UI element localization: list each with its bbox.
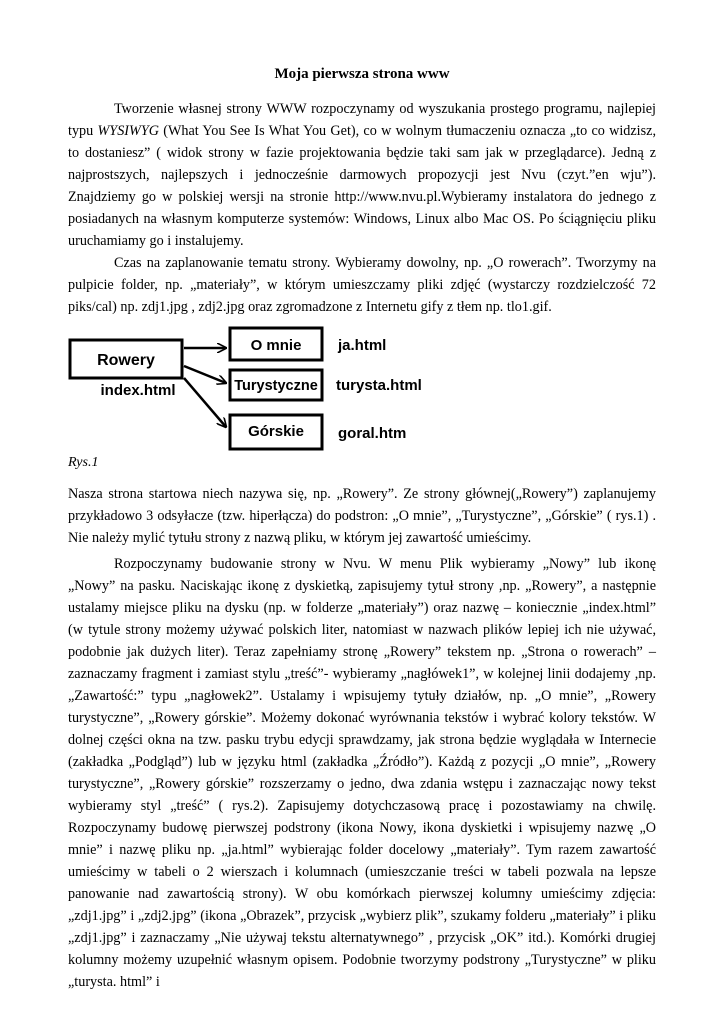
paragraph-intro: [68, 98, 656, 252]
o-mnie-label: O mnie: [250, 337, 302, 354]
site-structure-diagram: [62, 316, 422, 458]
link-arrow-gorskie: [184, 378, 226, 427]
paragraph-intro-text-rest: (What You See Is What You Get), co w wolnym tłumaczeniu oznacza „to co widzisz, to dostaniesz” ( widok strony w fazie projektowania będzie taki sam jak w przeglądarce). Jedną z najprostszych, najlepszych i jednocześnie darmowych propozycji jest Nvu (czyt.”en wju”). Znajdziemy go w polskiej wersji na stronie http://www.nvu.pl.Wybieramy instalatora do jednego z posiadanych na własnym komputerze systemów: Windows, Linux albo Mac OS. Po ściągnięciu pliku uruchamiamy go i instalujemy.: [68, 123, 656, 249]
gorskie-label: Górskie: [248, 423, 304, 440]
turysta-filename: turysta.html: [336, 377, 422, 394]
wysiwyg-term: WYSIWYG: [97, 123, 159, 139]
paragraph-planning: Czas na zaplanowanie tematu strony. Wybieramy dowolny, np. „O rowerach”. Tworzymy na pulpicie folder, np. „materiały”, w którym umieszczamy pliki zdjęć (wystarczy rozdzielczość 72 piks/cal) np. zdj1.jpg , zdj2.jpg oraz zgromadzone z Internetu gify z tłem np. tlo1.gif.: [68, 255, 656, 315]
turystyczne-label: Turystyczne: [234, 378, 318, 394]
page-title: Moja pierwsza strona www: [274, 66, 450, 82]
figure-caption: Rys.1: [68, 455, 99, 470]
rowery-label: Rowery: [97, 352, 155, 369]
goral-filename: goral.htm: [338, 425, 407, 442]
paragraph-homepage: Nasza strona startowa niech nazywa się, np. „Rowery”. Ze strony głównej(„Rowery”) zaplanujemy przykładowo 3 odsyłacze (tzw. hiperłącza) do podstron: „O mnie”, „Turystyczne”, „Górskie” ( rys.1) . Nie należy mylić tytułu strony z nazwą pliku, w którym jej zawartość umieścimy.: [68, 486, 656, 546]
paragraph-building: Rozpoczynamy budowanie strony w Nvu. W menu Plik wybieramy „Nowy” lub ikonę „Nowy” na pasku. Naciskając ikonę z dyskietką, zapisujemy tytuł strony ,np. „Rowery”, a następnie ustalamy miejsce pliku na dysku (np. w folderze „materiały”) oraz nazwę – koniecznie „index.html” (w tytule strony możemy używać polskich liter, natomiast w nazwach plików lepiej ich nie używać, podobnie jak dużych liter). Teraz zapełniamy stronę „Rowery” tekstem np. „Strona o rowerach” – zaznaczamy fragment i zamiast stylu „treść”- wybieramy „nagłówek1”, w kolejnej linii dodajemy ,np. „Zawartość:” typu „nagłowek2”. Ustalamy i wpisujemy tytuły działów, np. „O mnie”, „Rowery turystyczne”, „Rowery górskie”. Możemy dokonać wyrównania tekstów i wybrać kolory tekstów. W dolnej części okna na tzw. pasku trybu edycji sprawdzamy, jak strona będzie wyglądała w Internecie (zakładka „Podgląd”) lub w języku html (zakładka „Źródło”). Każdą z pozycji „O mnie”, „Rowery turystyczne”, „Rowery górskie” rozszerzamy o jedno, dwa zdania wstępu i zaznaczając nowy tekst wybieramy styl „treść” ( rys.2). Zapisujemy dotychczasową pracę i pozostawiamy na chwilę. Rozpoczynamy budowę pierwszej podstrony (ikona Nowy, ikona dyskietki i wpisujemy nazwę „O mnie” i nazwę pliku np. „ja.html” wybierając folder docelowy „materiały”. Tym razem zawartość umieścimy w tabeli o 2 wierszach i kolumnach (umieszczanie treści w tabeli pozwala na lepsze panowanie nad zawartością strony). W obu komórkach pierwszej kolumny umieścimy zdjęcia: „zdj1.jpg” i „zdj2.jpg” (ikona „Obrazek”, przycisk „wybierz plik”, szukamy folderu „materiały” i pliku „zdj1.jpg” i zaznaczamy „Nie używaj tekstu alternatywnego” , przycisk „OK” itd.). Komórki drugiej kolumny możemy uzupełnić własnym opisem. Podobnie tworzymy podstrony „Turystyczne” w pliku „turysta. html” i: [68, 556, 656, 990]
paragraph-intro-text: Tworzenie własnej strony WWW rozpoczynamy od wyszukania prostego programu, najlepiej typu: [68, 101, 656, 139]
ja-filename: ja.html: [338, 337, 387, 354]
index-filename: index.html: [100, 382, 176, 399]
link-arrow-turystyczne: [184, 366, 226, 383]
